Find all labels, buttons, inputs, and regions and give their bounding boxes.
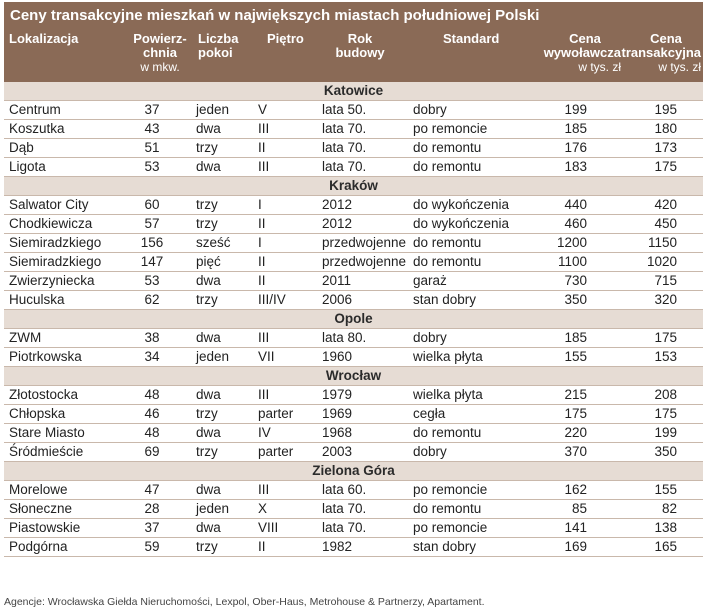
- city-header-katowice: [4, 82, 703, 101]
- cell-standard: do remontu: [409, 500, 525, 519]
- cell-standard: do remontu: [409, 424, 525, 443]
- cell-standard: wielka płyta: [409, 386, 525, 405]
- cell-cena-wywolawcza: 1200: [525, 234, 613, 253]
- cell-powierzchnia: 147: [122, 253, 182, 272]
- cell-powierzchnia: 37: [122, 519, 182, 538]
- cell-rok: 2012: [304, 196, 409, 215]
- cell-lokalizacja: Dąb: [4, 139, 122, 158]
- cell-rok: przedwojenne: [304, 234, 409, 253]
- cell-standard: stan dobry: [409, 291, 525, 310]
- cell-cena-transakcyjna: 165: [613, 538, 703, 557]
- table-row: [4, 348, 703, 367]
- cell-rok: lata 80.: [304, 329, 409, 348]
- cell-cena-transakcyjna: 180: [613, 120, 703, 139]
- cell-standard: dobry: [409, 101, 525, 120]
- cell-cena-wywolawcza: 169: [525, 538, 613, 557]
- cell-pietro: IV: [242, 424, 304, 443]
- city-header-opole: [4, 310, 703, 329]
- cell-pietro: III: [242, 120, 304, 139]
- cell-pokoje: dwa: [182, 120, 242, 139]
- cell-cena-wywolawcza: 183: [525, 158, 613, 177]
- cell-cena-transakcyjna: 450: [613, 215, 703, 234]
- cell-lokalizacja: Piotrkowska: [4, 348, 122, 367]
- cell-standard: do remontu: [409, 158, 525, 177]
- cell-powierzchnia: 69: [122, 443, 182, 462]
- cell-cena-transakcyjna: 195: [613, 101, 703, 120]
- cell-cena-wywolawcza: 440: [525, 196, 613, 215]
- cell-pokoje: trzy: [182, 291, 242, 310]
- table-row: [4, 386, 703, 405]
- cell-lokalizacja: Stare Miasto: [4, 424, 122, 443]
- cell-powierzchnia: 53: [122, 272, 182, 291]
- city-header-zielona-gora: [4, 462, 703, 481]
- cell-powierzchnia: 47: [122, 481, 182, 500]
- cell-lokalizacja: Złotostocka: [4, 386, 122, 405]
- cell-rok: 2011: [304, 272, 409, 291]
- cell-cena-wywolawcza: 350: [525, 291, 613, 310]
- table-row: [4, 291, 703, 310]
- cell-cena-wywolawcza: 155: [525, 348, 613, 367]
- cell-pokoje: dwa: [182, 158, 242, 177]
- cell-powierzchnia: 34: [122, 348, 182, 367]
- cell-standard: po remoncie: [409, 120, 525, 139]
- cell-pokoje: dwa: [182, 272, 242, 291]
- cell-powierzchnia: 46: [122, 405, 182, 424]
- table-row: [4, 329, 703, 348]
- cell-lokalizacja: Podgórna: [4, 538, 122, 557]
- cell-pietro: III: [242, 158, 304, 177]
- cell-cena-wywolawcza: 730: [525, 272, 613, 291]
- cell-standard: garaż: [409, 272, 525, 291]
- cell-cena-transakcyjna: 175: [613, 158, 703, 177]
- header-pietro: Piętro: [267, 31, 304, 46]
- table-row: [4, 234, 703, 253]
- cell-rok: lata 70.: [304, 158, 409, 177]
- cell-pokoje: trzy: [182, 196, 242, 215]
- cell-pokoje: jeden: [182, 500, 242, 519]
- cell-standard: do remontu: [409, 139, 525, 158]
- cell-standard: do remontu: [409, 253, 525, 272]
- header-rok-budowy: Rok budowy: [335, 31, 385, 60]
- cell-powierzchnia: 48: [122, 386, 182, 405]
- cell-pietro: II: [242, 139, 304, 158]
- table-row: [4, 215, 703, 234]
- cell-cena-wywolawcza: 185: [525, 120, 613, 139]
- cell-pietro: V: [242, 101, 304, 120]
- cell-powierzchnia: 38: [122, 329, 182, 348]
- cell-rok: lata 70.: [304, 519, 409, 538]
- cell-lokalizacja: Zwierzyniecka: [4, 272, 122, 291]
- city-name: Wrocław: [4, 367, 703, 386]
- cell-pietro: III: [242, 386, 304, 405]
- cell-pietro: parter: [242, 405, 304, 424]
- cell-pietro: I: [242, 196, 304, 215]
- cell-lokalizacja: Huculska: [4, 291, 122, 310]
- cell-cena-transakcyjna: 155: [613, 481, 703, 500]
- cell-pietro: III/IV: [242, 291, 304, 310]
- cell-pietro: II: [242, 253, 304, 272]
- cell-pokoje: dwa: [182, 329, 242, 348]
- cell-pietro: III: [242, 481, 304, 500]
- cell-pokoje: jeden: [182, 348, 242, 367]
- cell-cena-transakcyjna: 1150: [613, 234, 703, 253]
- header-cena-wywolawcza: Cena wywoławcza w tys. zł: [543, 31, 621, 74]
- cell-pietro: II: [242, 272, 304, 291]
- cell-lokalizacja: Chłopska: [4, 405, 122, 424]
- table-row: [4, 481, 703, 500]
- cell-pietro: VII: [242, 348, 304, 367]
- header-cena-transakcyjna: Cena transakcyjna w tys. zł: [621, 31, 701, 74]
- cell-powierzchnia: 51: [122, 139, 182, 158]
- cell-lokalizacja: Morelowe: [4, 481, 122, 500]
- cell-rok: lata 60.: [304, 481, 409, 500]
- table-title: Ceny transakcyjne mieszkań w największych miastach południowej Polski: [4, 2, 703, 30]
- table-row: [4, 519, 703, 538]
- city-header-wroclaw: [4, 367, 703, 386]
- cell-lokalizacja: Salwator City: [4, 196, 122, 215]
- cell-standard: dobry: [409, 329, 525, 348]
- cell-pietro: II: [242, 215, 304, 234]
- cell-rok: 2012: [304, 215, 409, 234]
- cell-rok: 1979: [304, 386, 409, 405]
- table-row: [4, 424, 703, 443]
- cell-powierzchnia: 48: [122, 424, 182, 443]
- table-row: [4, 101, 703, 120]
- cell-cena-transakcyjna: 320: [613, 291, 703, 310]
- city-name: Kraków: [4, 177, 703, 196]
- header-liczba-pokoi: Liczba pokoi: [198, 31, 239, 60]
- city-name: Zielona Góra: [4, 462, 703, 481]
- table-row: [4, 272, 703, 291]
- table-row: [4, 196, 703, 215]
- cell-pokoje: dwa: [182, 386, 242, 405]
- cell-standard: wielka płyta: [409, 348, 525, 367]
- cell-cena-transakcyjna: 173: [613, 139, 703, 158]
- cell-pietro: II: [242, 538, 304, 557]
- table-row: [4, 139, 703, 158]
- city-name: Katowice: [4, 82, 703, 101]
- cell-standard: po remoncie: [409, 519, 525, 538]
- cell-pokoje: jeden: [182, 101, 242, 120]
- cell-powierzchnia: 53: [122, 158, 182, 177]
- table-row: [4, 158, 703, 177]
- cell-pokoje: sześć: [182, 234, 242, 253]
- cell-standard: stan dobry: [409, 538, 525, 557]
- cell-lokalizacja: Piastowskie: [4, 519, 122, 538]
- cell-cena-wywolawcza: 370: [525, 443, 613, 462]
- cell-pietro: X: [242, 500, 304, 519]
- cell-cena-wywolawcza: 176: [525, 139, 613, 158]
- cell-lokalizacja: Koszutka: [4, 120, 122, 139]
- table-row: [4, 538, 703, 557]
- cell-rok: 2003: [304, 443, 409, 462]
- cell-rok: lata 70.: [304, 500, 409, 519]
- table-row: [4, 120, 703, 139]
- table-header: [4, 30, 703, 82]
- cell-cena-wywolawcza: 141: [525, 519, 613, 538]
- cell-powierzchnia: 59: [122, 538, 182, 557]
- cell-pokoje: pięć: [182, 253, 242, 272]
- cell-powierzchnia: 156: [122, 234, 182, 253]
- cell-cena-wywolawcza: 460: [525, 215, 613, 234]
- cell-rok: 1969: [304, 405, 409, 424]
- cell-pietro: VIII: [242, 519, 304, 538]
- cell-cena-wywolawcza: 1100: [525, 253, 613, 272]
- cell-rok: 1960: [304, 348, 409, 367]
- cell-cena-wywolawcza: 185: [525, 329, 613, 348]
- cell-cena-wywolawcza: 199: [525, 101, 613, 120]
- cell-cena-transakcyjna: 138: [613, 519, 703, 538]
- cell-cena-wywolawcza: 85: [525, 500, 613, 519]
- cell-lokalizacja: Centrum: [4, 101, 122, 120]
- cell-cena-transakcyjna: 153: [613, 348, 703, 367]
- cell-cena-transakcyjna: 82: [613, 500, 703, 519]
- cell-rok: 1968: [304, 424, 409, 443]
- cell-rok: 1982: [304, 538, 409, 557]
- cell-cena-transakcyjna: 199: [613, 424, 703, 443]
- cell-standard: do wykończenia: [409, 196, 525, 215]
- cell-rok: lata 50.: [304, 101, 409, 120]
- header-standard: Standard: [443, 31, 500, 46]
- cell-cena-wywolawcza: 162: [525, 481, 613, 500]
- cell-lokalizacja: Siemiradzkiego: [4, 253, 122, 272]
- header-lokalizacja: Lokalizacja: [9, 31, 79, 46]
- cell-cena-wywolawcza: 175: [525, 405, 613, 424]
- cell-lokalizacja: Śródmieście: [4, 443, 122, 462]
- cell-cena-transakcyjna: 1020: [613, 253, 703, 272]
- cell-pokoje: trzy: [182, 538, 242, 557]
- cell-rok: przedwojenne: [304, 253, 409, 272]
- cell-standard: do wykończenia: [409, 215, 525, 234]
- cell-pokoje: trzy: [182, 405, 242, 424]
- cell-lokalizacja: ZWM: [4, 329, 122, 348]
- cell-lokalizacja: Ligota: [4, 158, 122, 177]
- cell-powierzchnia: 28: [122, 500, 182, 519]
- cell-lokalizacja: Siemiradzkiego: [4, 234, 122, 253]
- cell-rok: 2006: [304, 291, 409, 310]
- price-table-figure: [4, 2, 703, 592]
- cell-cena-transakcyjna: 350: [613, 443, 703, 462]
- cell-powierzchnia: 60: [122, 196, 182, 215]
- cell-powierzchnia: 43: [122, 120, 182, 139]
- cell-standard: do remontu: [409, 234, 525, 253]
- source-note: Agencje: Wrocławska Giełda Nieruchomości, Lexpol, Ober-Haus, Metrohouse & Partnerzy, Apartament.: [4, 596, 485, 608]
- cell-cena-transakcyjna: 715: [613, 272, 703, 291]
- cell-powierzchnia: 57: [122, 215, 182, 234]
- cell-pokoje: trzy: [182, 443, 242, 462]
- cell-rok: lata 70.: [304, 139, 409, 158]
- table-row: [4, 443, 703, 462]
- table-row: [4, 405, 703, 424]
- header-powierzchnia: Powierz- chnia w mkw.: [133, 31, 187, 74]
- cell-standard: po remoncie: [409, 481, 525, 500]
- cell-lokalizacja: Chodkiewicza: [4, 215, 122, 234]
- cell-pokoje: trzy: [182, 139, 242, 158]
- city-header-krakow: [4, 177, 703, 196]
- cell-standard: cegła: [409, 405, 525, 424]
- cell-powierzchnia: 62: [122, 291, 182, 310]
- cell-pokoje: dwa: [182, 424, 242, 443]
- table-row: [4, 253, 703, 272]
- cell-pietro: I: [242, 234, 304, 253]
- city-name: Opole: [4, 310, 703, 329]
- cell-cena-wywolawcza: 220: [525, 424, 613, 443]
- table-row: [4, 500, 703, 519]
- cell-pokoje: dwa: [182, 519, 242, 538]
- cell-cena-transakcyjna: 208: [613, 386, 703, 405]
- cell-pokoje: trzy: [182, 215, 242, 234]
- cell-pietro: parter: [242, 443, 304, 462]
- cell-cena-transakcyjna: 175: [613, 329, 703, 348]
- cell-pietro: III: [242, 329, 304, 348]
- cell-cena-wywolawcza: 215: [525, 386, 613, 405]
- cell-standard: dobry: [409, 443, 525, 462]
- cell-cena-transakcyjna: 175: [613, 405, 703, 424]
- cell-lokalizacja: Słoneczne: [4, 500, 122, 519]
- cell-cena-transakcyjna: 420: [613, 196, 703, 215]
- price-table: [4, 82, 703, 557]
- cell-pokoje: dwa: [182, 481, 242, 500]
- cell-rok: lata 70.: [304, 120, 409, 139]
- cell-powierzchnia: 37: [122, 101, 182, 120]
